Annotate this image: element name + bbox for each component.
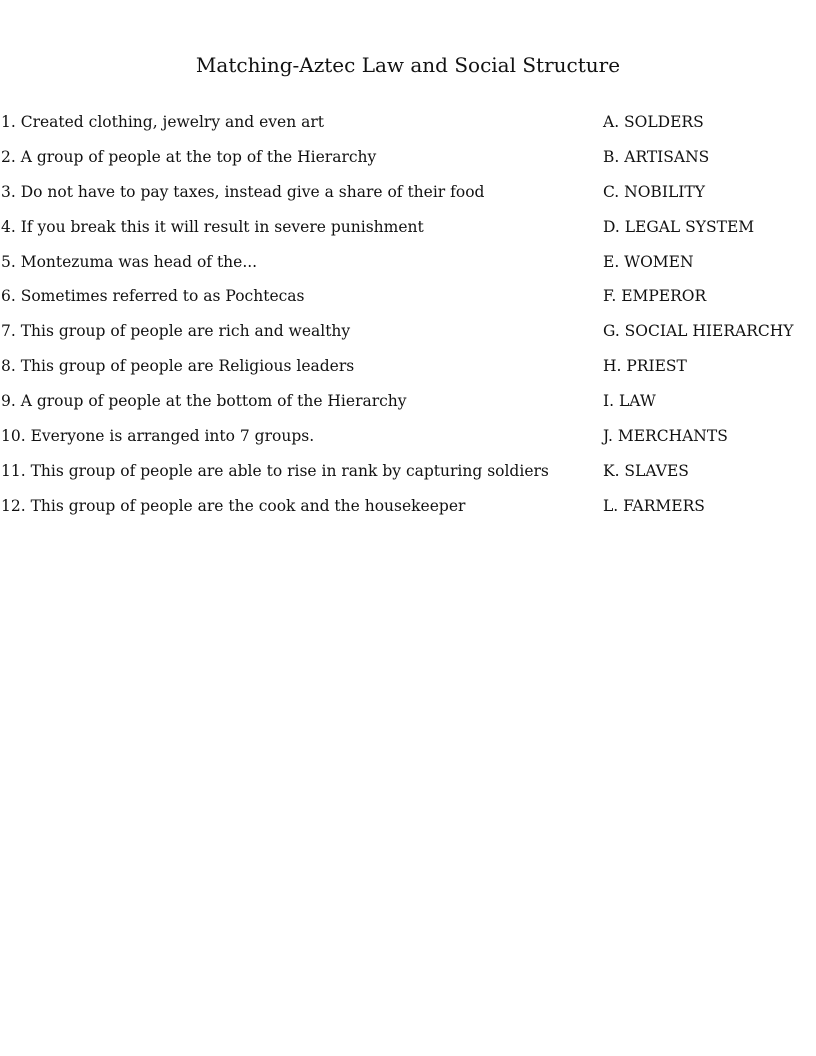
question-item: 12. This group of people are the cook and the housekeeper: [1, 496, 466, 515]
answer-choice: H. PRIEST: [603, 357, 687, 376]
answer-choice: D. LEGAL SYSTEM: [603, 217, 755, 236]
answer-choice: F. EMPEROR: [603, 287, 707, 306]
matching-row: [0, 460, 816, 495]
answer-choice: A. SOLDERS: [603, 113, 704, 131]
answer-choice: E. WOMEN: [603, 252, 694, 271]
question-item: 6. Sometimes referred to as Pochtecas: [1, 287, 305, 306]
question-item: 5. Montezuma was head of the...: [1, 252, 258, 271]
question-item: 3. Do not have to pay taxes, instead give a share of their food: [1, 182, 485, 201]
matching-row: [0, 425, 816, 460]
matching-row: [0, 181, 816, 216]
question-item: 4. If you break this it will result in severe punishment: [1, 217, 424, 236]
matching-row: [0, 320, 816, 355]
question-item: 8. This group of people are Religious leaders: [1, 357, 355, 376]
matching-row: [0, 146, 816, 181]
matching-row: [0, 111, 816, 146]
matching-row: [0, 355, 816, 390]
matching-row: [0, 495, 816, 530]
answer-choice: B. ARTISANS: [603, 147, 710, 166]
question-item: 11. This group of people are able to rise in rank by capturing soldiers: [1, 461, 549, 480]
answer-choice: C. NOBILITY: [603, 182, 705, 201]
question-item: 10. Everyone is arranged into 7 groups.: [1, 427, 315, 446]
matching-row: [0, 390, 816, 425]
answer-choice: I. LAW: [603, 392, 656, 411]
matching-row: [0, 251, 816, 286]
matching-list: [0, 111, 816, 530]
question-item: 1. Created clothing, jewelry and even art: [1, 113, 324, 131]
answer-choice: K. SLAVES: [603, 461, 689, 480]
question-item: 9. A group of people at the bottom of the Hierarchy: [1, 392, 407, 411]
question-item: 7. This group of people are rich and wealthy: [1, 322, 351, 341]
answer-choice: J. MERCHANTS: [603, 427, 728, 446]
question-item: 2. A group of people at the top of the Hierarchy: [1, 147, 377, 166]
answer-choice: L. FARMERS: [603, 496, 705, 515]
matching-row: [0, 216, 816, 251]
page-title: Matching-Aztec Law and Social Structure: [195, 53, 621, 77]
matching-row: [0, 285, 816, 320]
answer-choice: G. SOCIAL HIERARCHY: [603, 322, 794, 341]
